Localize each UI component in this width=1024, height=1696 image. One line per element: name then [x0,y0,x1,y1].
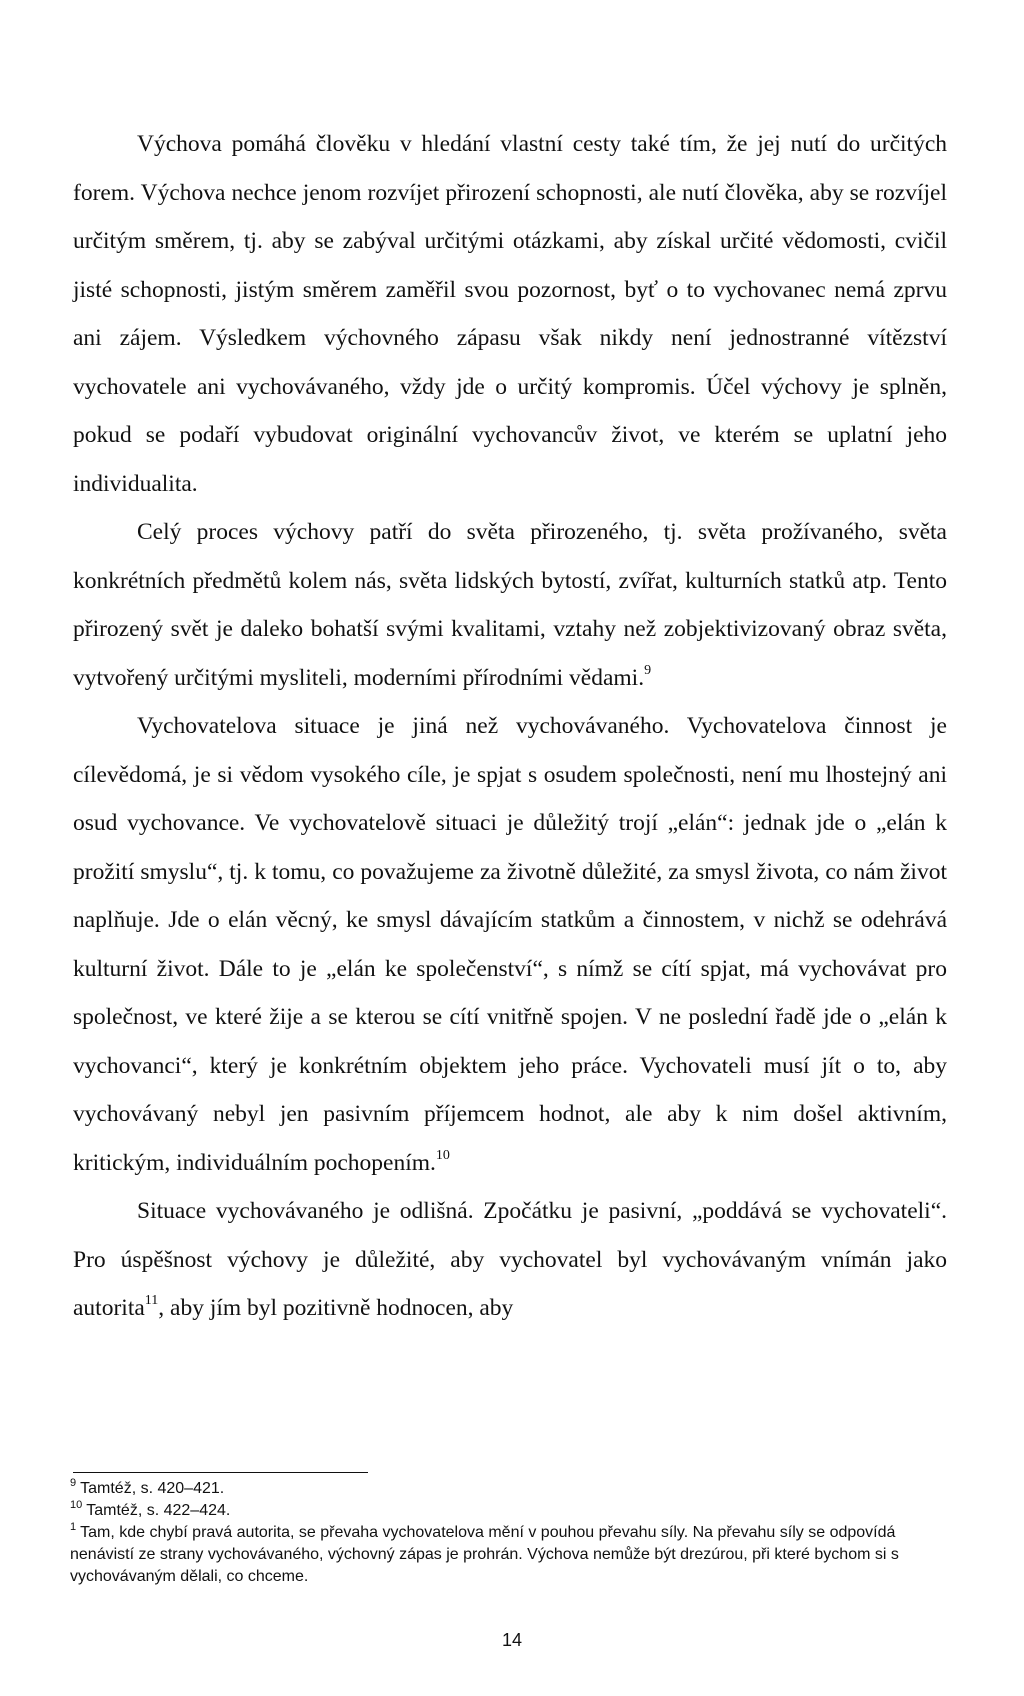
paragraph-1-text: Výchova pomáhá člověku v hledání vlastní cesty také tím, že jej nutí do určitých forem. Výchova nechce jenom rozvíjet přirození schopnosti, ale nutí člověka, aby se rozvíjel určitým směrem, tj. aby se zabýval určitými otázkami, aby získal určité vědomosti, cvičil jisté schopnosti, jistým směrem zaměřil svou pozornost, byť o to vychovanec nemá zprvu ani zájem. Výsledkem výchovného zápasu však nikdy není jednostranné vítězství vychovatele ani vychovávaného, vždy jde o určitý kompromis. Účel výchovy je splněn, pokud se podaří vybudovat originální vychovancův život, ve kterém se uplatní jeho individualita. [73,131,947,497]
page-body [73,120,947,1333]
footnotes [70,1478,946,1588]
paragraph-2 [73,508,947,702]
footnote-text: Tam, kde chybí pravá autorita, se převaha vychovatelova mění v pouhou převahu síly. Na převahu síly se odpovídá nenávistí ze strany vychovávaného, výchovný zápas je prohrán. Výchova nemůže být drezúrou, při které bychom si s vychovávaným dělali, co chceme. [70,1524,899,1585]
footnote-ref-11: 11 [144,1293,159,1308]
paragraph-2-text: Celý proces výchovy patří do světa přirozeného, tj. světa prožívaného, světa konkrétních předmětů kolem nás, světa lidských bytostí, zvířat, kulturních statků atp. Tento přirozený svět je daleko bohatší svými kvalitami, vztahy než zobjektivizovaný obraz světa, vytvořený určitými mysliteli, moderními přírodními vědami. [73,519,947,691]
main-text [73,120,947,1333]
footnote-number: 9 [70,1477,77,1489]
paragraph-1 [73,120,947,508]
paragraph-4-text-before: Situace vychovávaného je odlišná. Zpočátku je pasivní, „poddává se vychovateli“. Pro úspěšnost výchovy je důležité, aby vychovatel byl vychovávaným vnímán jako autorita [73,1198,947,1321]
paragraph-3 [73,702,947,1187]
footnote-number: 1 [70,1521,77,1533]
footnote-10 [70,1500,946,1522]
footnote-separator [73,1472,368,1473]
footnote-ref-9: 9 [644,662,652,678]
footnote-ref-10: 10 [435,1147,450,1163]
footnote-text: Tamtéž, s. 420–421. [80,1480,225,1497]
paragraph-4 [73,1187,947,1333]
footnote-9 [70,1478,946,1500]
footnote-text: Tamtéž, s. 422–424. [86,1502,231,1519]
page-number: 14 [501,1630,523,1650]
paragraph-4-text-after: , aby jím byl pozitivně hodnocen, aby [158,1295,514,1321]
footnote-number: 10 [70,1499,83,1511]
paragraph-3-text: Vychovatelova situace je jiná než vychovávaného. Vychovatelova činnost je cílevědomá, je si vědom vysokého cíle, je spjat s osudem společnosti, není mu lhostejný ani osud vychovance. Ve vychovatelově situaci je důležitý trojí „elán“: jednak jde o „elán k prožití smyslu“, tj. k tomu, co považujeme za životně důležité, za smysl života, co nám život naplňuje. Jde o elán věcný, ke smysl dávajícím statkům a činnostem, v nichž se odehrává kulturní život. Dále to je „elán ke společenství“, s nímž se cítí spjat, má vychovávat pro společnost, ve které žije a se kterou se cítí vnitřně spojen. V ne poslední řadě jde o „elán k vychovanci“, který je konkrétním objektem jeho práce. Vychovateli musí jít o to, aby vychovávaný nebyl jen pasivním příjemcem hodnot, ale aby k nim došel aktivním, kritickým, individuálním pochopením. [73,713,947,1176]
footnote-11 [70,1522,946,1588]
